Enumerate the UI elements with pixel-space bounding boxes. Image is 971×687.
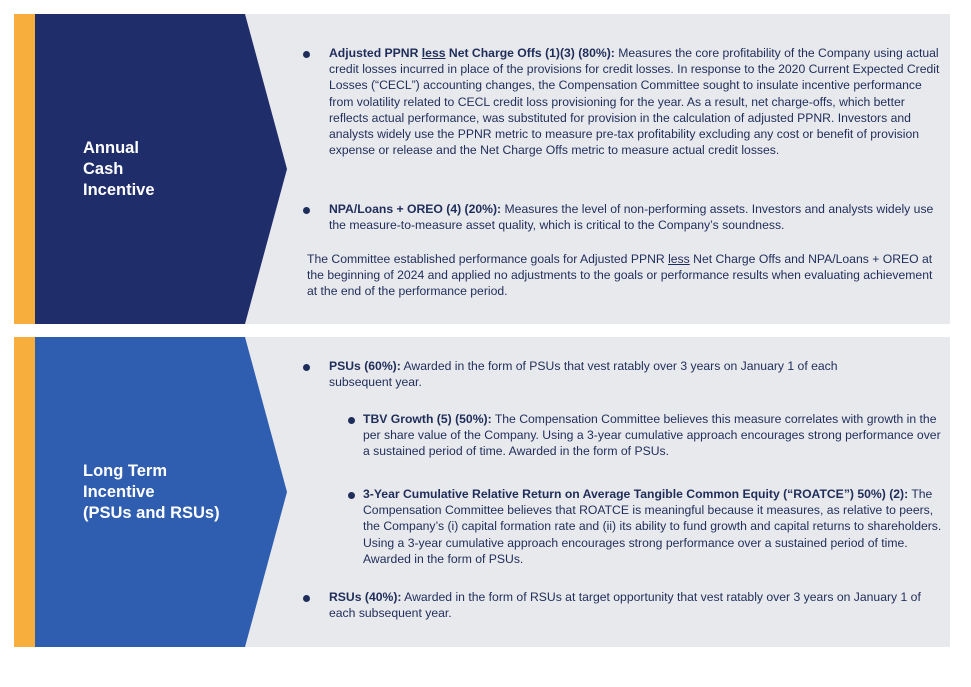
annual-cash-incentive-label: Annual Cash Incentive xyxy=(83,138,155,199)
rsus-bullet: RSUs (40%): Awarded in the form of RSUs at target opportunity that vest ratably over 3 years on January 1 of each subsequent year. xyxy=(329,590,921,621)
long-term-incentive-label: Long Term Incentive (PSUs and RSUs) xyxy=(83,461,220,522)
long-term-incentive-panel xyxy=(14,337,950,647)
lti-chevron xyxy=(35,337,287,647)
bullet-icon xyxy=(303,51,310,58)
sub-bullet-icon xyxy=(348,417,355,424)
bullet-icon xyxy=(303,364,310,371)
annual-cash-incentive-panel xyxy=(14,14,950,324)
bullet-icon xyxy=(303,595,310,602)
accent-bar xyxy=(14,14,35,324)
annual-chevron xyxy=(35,14,287,324)
committee-note: The Committee established performance goals for Adjusted PPNR less Net Charge Offs and NPA/Loans + OREO at the beginning of 2024 and applied no adjustments to the goals or performance results when evaluating achievement at the end of the performance period. xyxy=(307,252,933,299)
npa-loans-bullet: NPA/Loans + OREO (4) (20%): Measures the level of non-performing assets. Investors and analysts widely use the measure-to-measure asset quality, which is critical to the Company’s soundness. xyxy=(329,202,934,233)
psus-bullet: PSUs (60%): Awarded in the form of PSUs that vest ratably over 3 years on January 1 of each subsequent year. xyxy=(329,359,838,390)
tbv-growth-bullet: TBV Growth (5) (50%): The Compensation Committee believes this measure correlates with growth in the per share value of the Company. Using a 3-year cumulative approach encourages strong performance over a sustained period of time. Awarded in the form of PSUs. xyxy=(363,412,941,459)
sub-bullet-icon xyxy=(348,492,355,499)
roatce-bullet: 3-Year Cumulative Relative Return on Average Tangible Common Equity (“ROATCE”) 50%) (2): The Compensation Committee believes that ROATCE is meaningful because it measures, as relative to peers, the Company’s (i) capital formation rate and (ii) its ability to fund growth and capital returns to shareholders. Using a 3-year cumulative approach encourages strong performance over a sustained period of time. Awarded in the form of PSUs. xyxy=(363,487,942,566)
adjusted-ppnr-bullet: Adjusted PPNR less Net Charge Offs (1)(3) (80%): Measures the core profitability of the Company using actual credit losses incurred in place of the provisions for credit losses. In response to the 2020 Current Expected Credit Losses (“CECL”) accounting changes, the Compensation Committee sought to insulate incentive performance from volatility related to CECL credit loss provisioning for the year. As a result, net charge-offs, which better reflects actual performance, was substituted for provision in the calculation of adjusted PPNR. Investors and analysts widely use the PPNR metric to measure pre-tax profitability excluding any cost or benefit of provision expense or release and the Net Charge Offs metric to measure actual credit losses. xyxy=(329,46,940,158)
bullet-icon xyxy=(303,207,310,214)
accent-bar xyxy=(14,337,35,647)
